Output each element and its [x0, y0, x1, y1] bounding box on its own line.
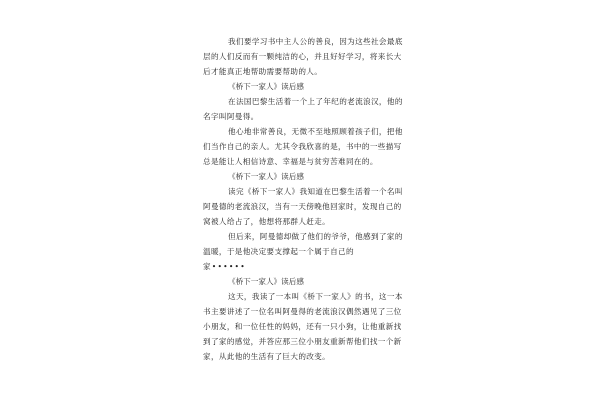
paragraph-line: 温暖，于是他决定要支撑起一个属于自己的 — [203, 247, 354, 256]
paragraph-line: 但后来，阿曼德却做了他们的爷爷，他感到了家的 — [228, 232, 403, 241]
paragraph-line: 到了家的感觉，并答应那三位小朋友重新帮他们找一个新 — [203, 337, 402, 346]
paragraph-line: 阿曼德的老流浪汉，当有一天傍晚他回家时，发现自己的 — [203, 202, 402, 211]
paragraph-line: 小朋友，和一位任性的妈妈，还有一只小狗，让他重新找 — [203, 322, 402, 331]
section-heading: 《桥下一家人》读后感 — [228, 82, 304, 91]
paragraph-line: 窝被人给占了，他想将那群人赶走。 — [203, 217, 331, 226]
paragraph-line: 读完《桥下一家人》我知道在巴黎生活着一个名叫 — [228, 187, 403, 196]
paragraph-line: 名字叫阿曼得。 — [203, 112, 259, 121]
section-heading: 《桥下一家人》读后感 — [228, 172, 304, 181]
paragraph-line: 他心地非常善良，无微不至地照顾着孩子们，把他 — [228, 127, 403, 136]
paragraph-line: 这天，我读了一本叫《桥下一家人》的书，这一本 — [228, 292, 403, 301]
paragraph-line: 家•••••• — [203, 262, 246, 271]
paragraph-line: 后才能真正地帮助需要帮助的人。 — [203, 67, 323, 76]
paragraph-line: 我们要学习书中主人公的善良，因为这些社会最底 — [228, 37, 403, 46]
paragraph-line: 在法国巴黎生活着一个上了年纪的老流浪汉，他的 — [228, 97, 403, 106]
paragraph-line: 总是能让人相信诗意、幸福是与贫穷苦难同在的。 — [203, 157, 378, 166]
paragraph-line: 层的人们反而有一颗纯洁的心，并且好好学习，将来长大 — [203, 52, 402, 61]
paragraph-line: 书主要讲述了一位名叫阿曼得的老流浪汉偶然遇见了三位 — [203, 307, 402, 316]
section-heading: 《桥下一家人》读后感 — [228, 277, 304, 286]
paragraph-line: 们当作自己的亲人。尤其令我欣喜的是，书中的一些描写 — [203, 142, 402, 151]
paragraph-line: 家，从此他的生活有了巨大的改变。 — [203, 352, 331, 361]
